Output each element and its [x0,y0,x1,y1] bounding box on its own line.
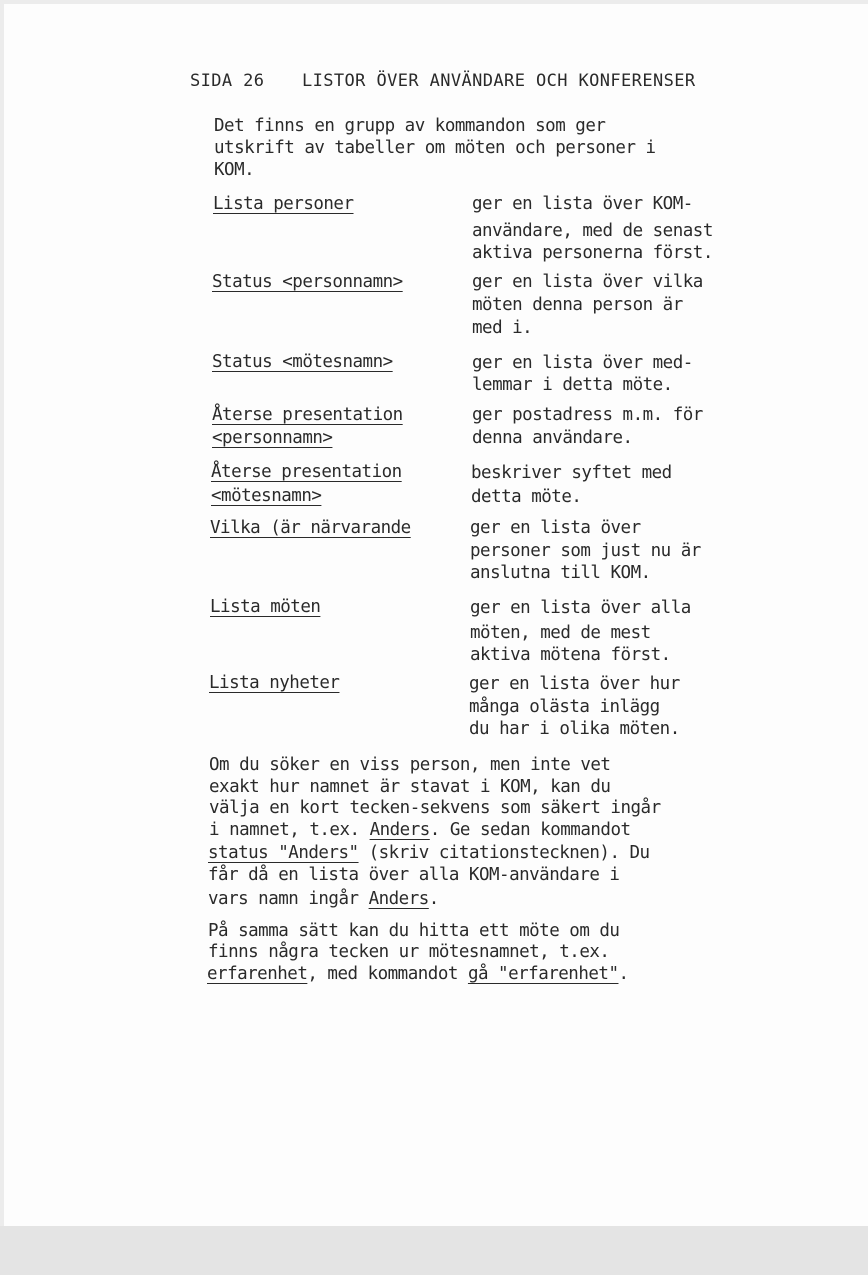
paragraph-text: vars namn ingår [208,889,369,909]
command-description: ger en lista över KOM- [472,194,693,214]
command-description: möten denna person är [472,295,683,315]
command-term: Lista möten [210,597,321,617]
paragraph-text: . Ge sedan kommandot [429,820,631,840]
paragraph-line: På samma sätt kan du hitta ett möte om du [208,921,620,941]
paragraph-line [208,888,439,910]
command-description: denna användare. [472,428,633,448]
paragraph-text: . [618,964,629,984]
example-name: Anders [369,820,430,840]
page-number: SIDA 26 [190,71,265,91]
paragraph-line: Om du söker en viss person, men inte vet [209,755,611,775]
example-command: status "Anders" [208,843,359,863]
paragraph-line: exakt hur namnet är stavat i KOM, kan du [209,777,611,797]
command-term: Lista nyheter [209,673,340,693]
paragraph-line: får då en lista över alla KOM-användare i [208,865,620,885]
paragraph-line [209,819,631,841]
command-description: personer som just nu är [470,541,701,561]
paragraph-text: . [428,889,439,909]
intro-line: utskrift av tabeller om möten och personer i [214,138,656,158]
command-term: Återse presentation [211,462,402,482]
command-description: beskriver syftet med [471,463,672,483]
paragraph-text: i namnet, t.ex. [209,820,370,840]
command-description: ger en lista över med- [472,353,693,373]
command-description: med i. [472,318,533,338]
document-page [4,4,868,1226]
paragraph-line [207,963,629,985]
command-description: anslutna till KOM. [470,563,651,583]
example-command: gå "erfarenhet" [467,964,619,984]
paragraph-text: , med kommandot [307,964,468,984]
command-term: Återse presentation [212,405,403,425]
paragraph-line [208,842,650,864]
command-description: aktiva mötena först. [470,645,671,665]
command-description: du har i olika möten. [469,719,680,739]
command-description: lemmar i detta möte. [472,375,673,395]
command-description: detta möte. [471,487,582,507]
page-title: LISTOR ÖVER ANVÄNDARE OCH KONFERENSER [302,71,696,91]
intro-line: KOM. [214,160,255,180]
command-description: möten, med de mest [470,623,651,643]
command-description: många olästa inlägg [469,697,660,717]
command-description: ger postadress m.m. för [472,405,703,425]
command-term: Status <mötesnamn> [212,352,393,372]
paragraph-text: (skriv citationstecknen). Du [358,843,650,863]
command-description: användare, med de senast [472,221,713,241]
command-description: ger en lista över hur [469,674,680,694]
example-meeting-name: erfarenhet [207,964,308,984]
command-term: Status <personnamn> [212,272,403,292]
command-term: Vilka (är närvarande [210,518,411,538]
command-description: ger en lista över alla [470,598,691,618]
command-term: <personnamn> [212,428,333,448]
command-description: ger en lista över [470,518,641,538]
command-term: <mötesnamn> [211,486,322,506]
example-name: Anders [368,889,429,909]
paragraph-line: välja en kort tecken-sekvens som säkert ingår [209,798,661,818]
command-term: Lista personer [213,194,354,214]
paragraph-line: finns några tecken ur mötesnamnet, t.ex. [208,942,610,962]
intro-line: Det finns en grupp av kommandon som ger [214,116,606,136]
command-description: aktiva personerna först. [472,243,713,263]
scan-bottom-strip [0,1226,868,1275]
command-description: ger en lista över vilka [472,272,703,292]
